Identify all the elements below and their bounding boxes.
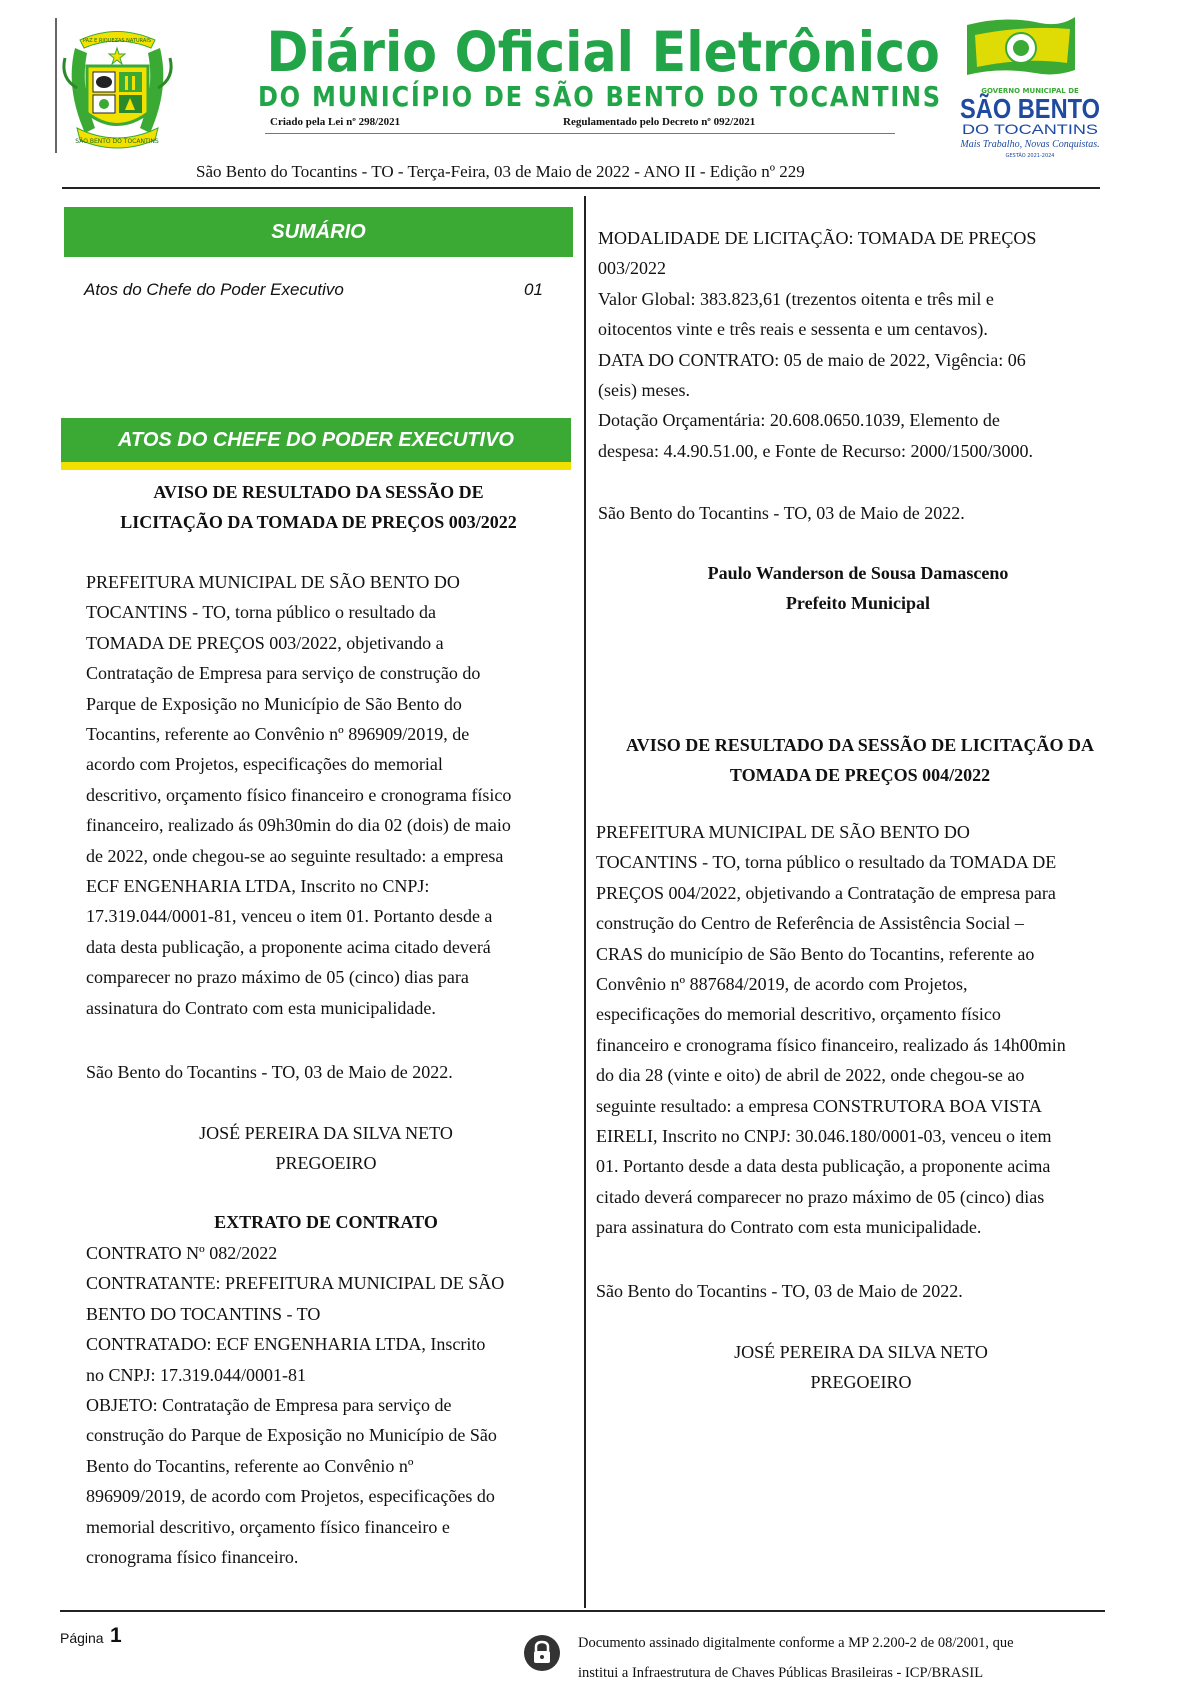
notice-signature-004: JOSÉ PEREIRA DA SILVA NETO PREGOEIRO xyxy=(734,1342,988,1393)
svg-text:SÃO BENTO: SÃO BENTO xyxy=(960,93,1100,124)
summary-entry-label: Atos do Chefe do Poder Executivo xyxy=(84,280,344,299)
edition-divider xyxy=(62,187,1100,189)
notice-heading-003: AVISO DE RESULTADO DA SESSÃO DE LICITAÇÃO DA TOMADA DE PREÇOS 003/2022 xyxy=(120,482,517,532)
journal-title: Diário Oficial Eletrônico xyxy=(266,20,940,84)
svg-text:DO TOCANTINS: DO TOCANTINS xyxy=(962,121,1098,137)
digital-signature-notice: Documento assinado digitalmente conforme a MP 2.200-2 de 08/2001, que institui a Infraestrutura de Chaves Públicas Brasileiras - ICP/BRASIL xyxy=(578,1635,1014,1681)
summary-header: SUMÁRIO xyxy=(64,207,573,257)
regulation-decree: Regulamentado pelo Decreto nº 092/2021 xyxy=(563,116,756,128)
contract-extract-body: CONTRATO Nº 082/2022 CONTRATANTE: PREFEITURA MUNICIPAL DE SÃO BENTO DO TOCANTINS - TO CONTRATADO: ECF ENGENHARIA LTDA, Inscrito no CNPJ: 17.319.044/0001-81 OBJETO: Contratação de Empresa para serviço de construção do Parque de Exposição no Município de São Bento do Tocantins, referente ao Convênio nº 896909/2019, de acordo com Projetos, especificações do memorial descritivo, orçamento físico financeiro e cronograma físico financeiro. xyxy=(86,1243,505,1568)
column-divider xyxy=(584,196,586,1608)
edition-line: São Bento do Tocantins - TO - Terça-Feira, 03 de Maio de 2022 - ANO II - Edição nº 229 xyxy=(196,162,805,181)
svg-text:SÃO BENTO DO TOCANTINS: SÃO BENTO DO TOCANTINS xyxy=(75,138,159,145)
page-number: 1 xyxy=(110,1624,122,1647)
notice-signature-003: JOSÉ PEREIRA DA SILVA NETO PREGOEIRO xyxy=(199,1123,453,1174)
creation-law: Criado pela Lei nº 298/2021 xyxy=(270,116,401,128)
notice-date-004: São Bento do Tocantins - TO, 03 de Maio de 2022. xyxy=(596,1281,963,1301)
notice-body-004: PREFEITURA MUNICIPAL DE SÃO BENTO DO TOCANTINS - TO, torna público o resultado da TOMADA DE PREÇOS 004/2022, objetivando a Contratação de empresa para construção do Centro de Referência de Assistência Social – CRAS do município de São Bento do Tocantins, referente ao Convênio nº 887684/2019, de acordo com Projetos, especificações do memorial descritivo, orçamento físico financeiro e cronograma físico financeiro, realizado ás 14h00min do dia 28 (vinte e oito) de abril de 2022, onde chegou-se ao seguinte resultado: a empresa CONSTRUTORA BOA VISTA EIRELI, Inscrito no CNPJ: 30.046.180/0001-03, venceu o item 01. Portanto desde a data desta publicação, a proponente acima citado deverá comparecer no prazo máximo de 05 (cinco) dias para assinatura do Contrato com esta municipalidade. xyxy=(596,822,1066,1238)
header-divider xyxy=(265,133,895,134)
notice-body-003: PREFEITURA MUNICIPAL DE SÃO BENTO DO TOCANTINS - TO, torna público o resultado da TOMADA DE PREÇOS 003/2022, objetivando a Contratação de Empresa para serviço de construção do Parque de Exposição no Município de São Bento do Tocantins, referente ao Convênio nº 896909/2019, de acordo com Projetos, especificações do memorial descritivo, orçamento físico financeiro e cronograma físico financeiro, realizado ás 09h30min do dia 02 (dois) de maio de 2022, onde chegou-se ao seguinte resultado: a empresa ECF ENGENHARIA LTDA, Inscrito no CNPJ: 17.319.044/0001-81, venceu o item 01. Portanto desde a data desta publicação, a proponente acima citado deverá comparecer no prazo máximo de 05 (cinco) dias para assinatura do Contrato com esta municipalidade. xyxy=(86,572,512,1018)
contract-date: São Bento do Tocantins - TO, 03 de Maio de 2022. xyxy=(598,503,965,523)
section-header-accent xyxy=(61,462,571,470)
section-header: ATOS DO CHEFE DO PODER EXECUTIVO xyxy=(61,418,571,462)
journal-subtitle: DO MUNICÍPIO DE SÃO BENTO DO TOCANTINS xyxy=(257,80,942,113)
summary-entry-page: 01 xyxy=(524,280,543,299)
contract-extract-continued: MODALIDADE DE LICITAÇÃO: TOMADA DE PREÇOS 003/2022 Valor Global: 383.823,61 (trezentos oitenta e três mil e oitocentos vinte e três reais e sessenta e um centavos). DATA DO CONTRATO: 05 de maio de 2022, Vigência: 06 (seis) meses. Dotação Orçamentária: 20.608.0650.1039, Elemento de despesa: 4.4.90.51.00, e Fonte de Recurso: 2000/1500/3000. xyxy=(598,228,1037,461)
lock-icon xyxy=(523,1634,561,1672)
svg-text:GOVERNO MUNICIPAL DE: GOVERNO MUNICIPAL DE xyxy=(981,87,1079,95)
svg-text:PAZ E RIQUEZAS NATURAIS: PAZ E RIQUEZAS NATURAIS xyxy=(82,38,152,44)
notice-heading-004: AVISO DE RESULTADO DA SESSÃO DE LICITAÇÃO DA TOMADA DE PREÇOS 004/2022 xyxy=(626,735,1094,785)
contract-extract-heading: EXTRATO DE CONTRATO xyxy=(214,1212,438,1232)
svg-text:GESTÃO 2021-2024: GESTÃO 2021-2024 xyxy=(1005,153,1055,159)
notice-date-003: São Bento do Tocantins - TO, 03 de Maio de 2022. xyxy=(86,1062,453,1082)
municipal-government-logo xyxy=(955,15,1105,160)
page-label: Página xyxy=(60,1630,104,1646)
svg-text:Mais Trabalho, Novas Conquista: Mais Trabalho, Novas Conquistas. xyxy=(960,139,1100,150)
mayor-signature: Paulo Wanderson de Sousa Damasceno Prefeito Municipal xyxy=(707,563,1009,614)
footer-divider xyxy=(60,1610,1105,1612)
summary-entry[interactable] xyxy=(84,280,544,300)
